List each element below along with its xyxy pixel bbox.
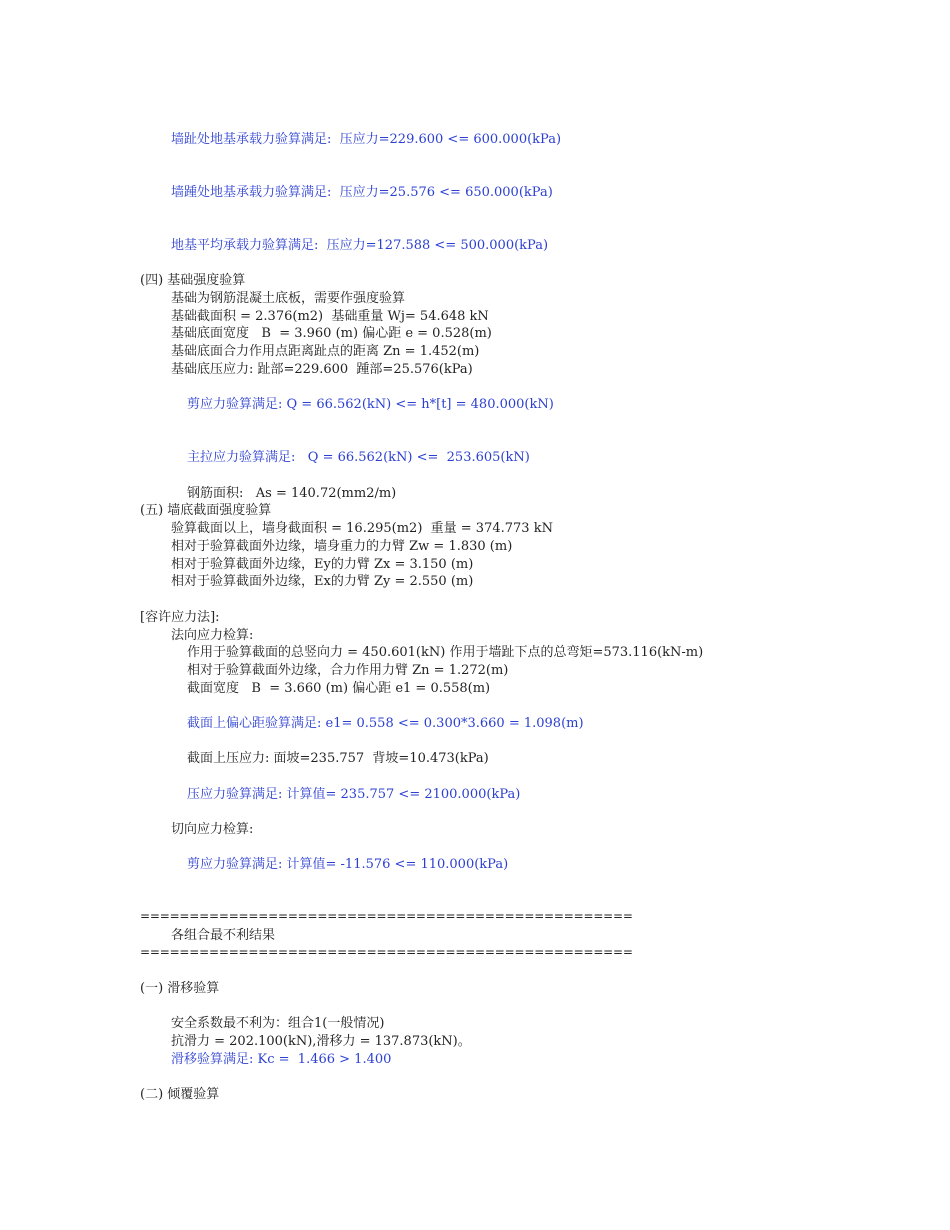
overturning-heading: (二) 倾覆验算 — [140, 1087, 220, 1102]
sliding-forces: 抗滑力 = 202.100(kN),滑移力 = 137.873(kN)。 — [171, 1034, 471, 1049]
separator-rule: ================================================== — [140, 945, 633, 959]
foundation-line: 基础为钢筋混凝土底板，需要作强度验算 — [171, 291, 406, 306]
wall-section-line: 相对于验算截面外边缘，墙身重力的力臂 Zw = 1.830 (m) — [171, 539, 513, 554]
foundation-shear-check: 剪应力验算满足: Q = 66.562(kN) <= h*[t] = 480.000(kN) — [187, 397, 554, 412]
rebar-area: 钢筋面积: As = 140.72(mm2/m) — [187, 486, 397, 501]
wall-section-line: 相对于验算截面外边缘，Ex的力臂 Zy = 2.550 (m) — [171, 574, 474, 589]
allowable-stress-heading: [容许应力法]: — [140, 610, 220, 625]
shear-stress-heading: 切向应力检算: — [171, 822, 254, 837]
foundation-line: 基础底面宽度 B = 3.960 (m) 偏心距 e = 0.528(m) — [171, 326, 492, 341]
foundation-tension-check: 主拉应力验算满足: Q = 66.562(kN) <= 253.605(kN) — [187, 450, 530, 465]
eccentricity-check: 截面上偏心距验算满足: e1= 0.558 <= 0.300*3.660 = 1.098(m) — [187, 716, 584, 731]
normal-stress-line: 截面宽度 B = 3.660 (m) 偏心距 e1 = 0.558(m) — [187, 681, 491, 696]
sliding-worst-case: 安全系数最不利为：组合1(一般情况) — [171, 1016, 385, 1031]
separator-rule: ================================================== — [140, 909, 633, 923]
summary-title: 各组合最不利结果 — [171, 928, 276, 943]
foundation-line: 基础截面积 = 2.376(m2) 基础重量 Wj= 54.648 kN — [171, 309, 489, 324]
heel-bearing-check: 墙踵处地基承载力验算满足: 压应力=25.576 <= 650.000(kPa) — [171, 185, 553, 200]
normal-stress-line: 作用于验算截面的总竖向力 = 450.601(kN) 作用于墙趾下点的总弯矩=573.116(kN-m) — [187, 645, 704, 660]
sliding-heading: (一) 滑移验算 — [140, 981, 220, 996]
shear-stress-check: 剪应力验算满足: 计算值= -11.576 <= 110.000(kPa) — [187, 857, 509, 872]
foundation-line: 基础底压应力: 趾部=229.600 踵部=25.576(kPa) — [171, 362, 473, 377]
toe-bearing-check: 墙趾处地基承载力验算满足: 压应力=229.600 <= 600.000(kPa) — [171, 132, 562, 147]
sliding-check: 滑移验算满足: Kc = 1.466 > 1.400 — [171, 1052, 392, 1067]
foundation-strength-heading: (四) 基础强度验算 — [140, 273, 246, 288]
compressive-stress-check: 压应力验算满足: 计算值= 235.757 <= 2100.000(kPa) — [187, 787, 521, 802]
wall-section-line: 相对于验算截面外边缘，Ey的力臂 Zx = 3.150 (m) — [171, 557, 474, 572]
section-pressure-line: 截面上压应力: 面坡=235.757 背坡=10.473(kPa) — [187, 751, 489, 766]
wall-section-line: 验算截面以上，墙身截面积 = 16.295(m2) 重量 = 374.773 kN — [171, 521, 553, 536]
normal-stress-line: 相对于验算截面外边缘，合力作用力臂 Zn = 1.272(m) — [187, 663, 509, 678]
average-bearing-check: 地基平均承载力验算满足: 压应力=127.588 <= 500.000(kPa) — [171, 238, 549, 253]
wall-section-heading: (五) 墙底截面强度验算 — [140, 503, 272, 518]
foundation-line: 基础底面合力作用点距离趾点的距离 Zn = 1.452(m) — [171, 344, 480, 359]
normal-stress-heading: 法向应力检算: — [171, 628, 254, 643]
